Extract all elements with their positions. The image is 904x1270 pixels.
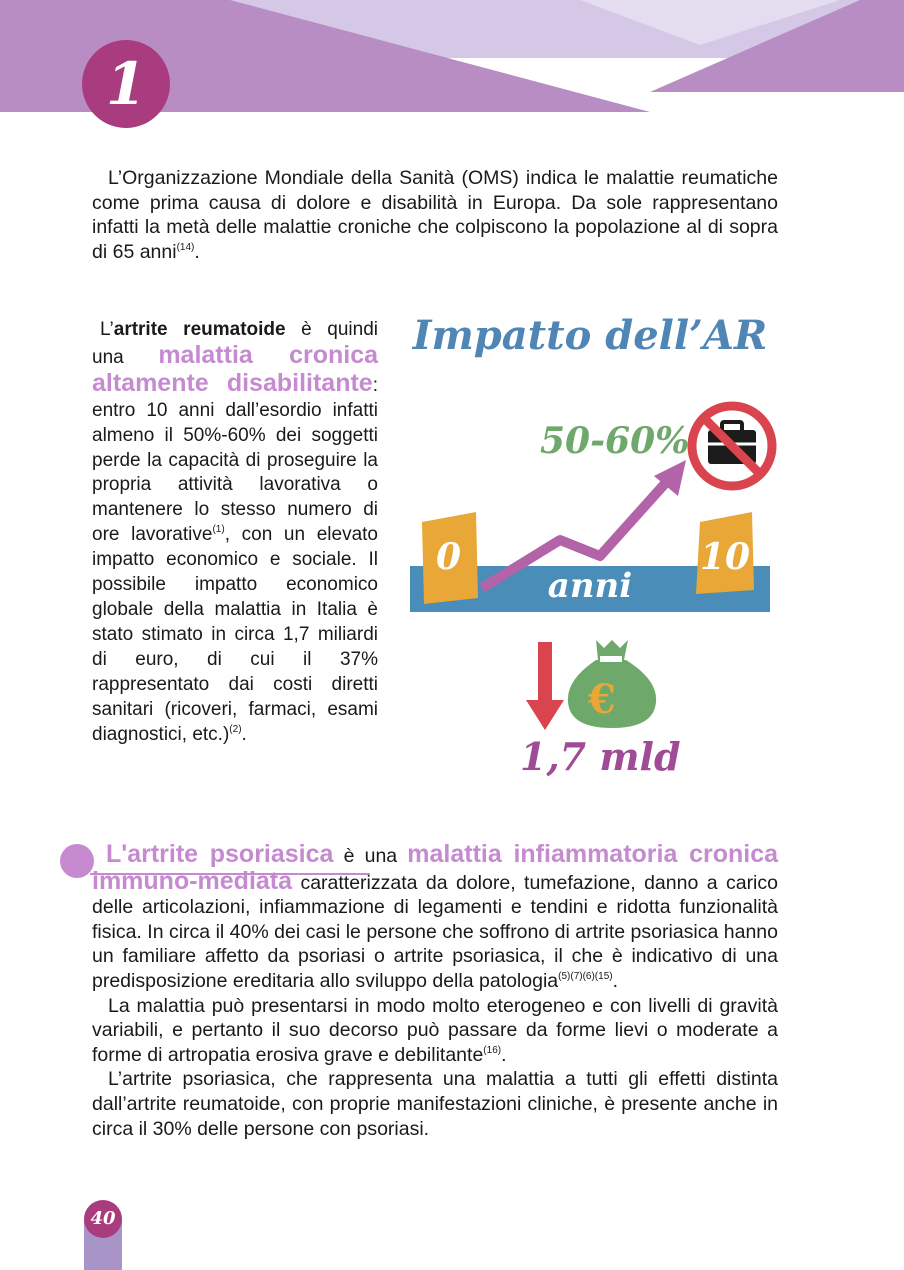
ra-end: . xyxy=(241,723,247,745)
intro-end: . xyxy=(194,240,200,263)
ra-ref-2: (2) xyxy=(229,723,242,735)
ps-text-2: caratterizzata da dolore, tumefazione, danno a carico delle articolazioni, infiammazione di legamenti e tendini e ridotta funzionalità fisica. In circa il 40% dei casi le persone che soffrono di artrite psoriasica hanno un familiare affetto da psoriasi o artrite psoriasica, il che è indicativo di una predisposizione ereditaria allo sviluppo della patologia xyxy=(92,871,778,992)
infographic-title: Impatto dell’AR xyxy=(412,312,768,359)
ps-ref-1: (5)(7)(6)(15) xyxy=(558,970,613,982)
ra-text-4: , con un elevato impatto economico e sociale. Il possibile impatto economico globale della malattia in Italia è stato stimato in circa 1,7 miliardi di euro, di cui il 37% rappresentato dai costi diretti sanitari (ricoveri, farmaci, esami diagnostici, etc.) xyxy=(92,524,378,745)
ps-heading: L'artrite psoriasica xyxy=(106,840,334,868)
axis-label: anni xyxy=(547,566,633,606)
ra-text-1: L’ xyxy=(100,319,114,340)
ra-text-3: : entro 10 anni dall’esordio infatti almeno il 50%-60% dei soggetti perde la capacità di proseguire la propria attività lavorativa o mantenere lo stesso numero di ore lavorative xyxy=(92,374,378,546)
percent-label: 50-60% xyxy=(540,420,690,462)
chapter-number: 1 xyxy=(82,40,170,128)
ps-paragraph-2 xyxy=(92,994,778,1068)
ps-section xyxy=(92,842,778,1141)
cost-label: 1,7 mld xyxy=(520,734,681,779)
section-bullet xyxy=(60,844,94,878)
ps-text-3: La malattia può presentarsi in modo molto eterogeneo e con livelli di gravità variabili, e pertanto il suo decorso può passare da forme lievi o moderate a forme di artropatia erosiva grave e debilitante xyxy=(92,994,778,1066)
ra-bold: artrite reumatoide xyxy=(113,319,286,340)
intro-text: L’Organizzazione Mondiale della Sanità (OMS) indica le malattie reumatiche come prima causa di dolore e disabilità in Europa. Da sole rappresentano infatti la metà delle malattie croniche che colpiscono la popolazione al di sopra di 65 anni xyxy=(92,167,778,263)
ps-ref-2: (16) xyxy=(483,1044,502,1056)
down-arrow-icon xyxy=(538,642,552,702)
start-label: 0 xyxy=(436,536,462,578)
euro-symbol: € xyxy=(588,676,616,723)
end-label: 10 xyxy=(700,536,751,578)
ps-paragraph-3: L’artrite psoriasica, che rappresenta una malattia a tutti gli effetti distinta dall’artrite reumatoide, con proprie manifestazioni cliniche, è presente anche in circa il 30% delle persone con psoriasi. xyxy=(92,1068,778,1140)
ps-text-1: è una xyxy=(333,845,408,867)
ps-highlight: malattia infiammatoria cronica immuno-mediata xyxy=(92,840,778,895)
ps-end-2: . xyxy=(501,1043,507,1066)
ra-text-2: è quindi una xyxy=(92,319,379,368)
ps-end-1: . xyxy=(612,969,619,992)
intro-ref: (14) xyxy=(176,241,195,253)
page-number: 40 xyxy=(84,1200,122,1238)
ra-ref-1: (1) xyxy=(212,524,225,536)
ra-highlight: malattia cronica altamente disabilitante xyxy=(92,340,378,397)
ps-paragraph-1 xyxy=(92,842,778,994)
